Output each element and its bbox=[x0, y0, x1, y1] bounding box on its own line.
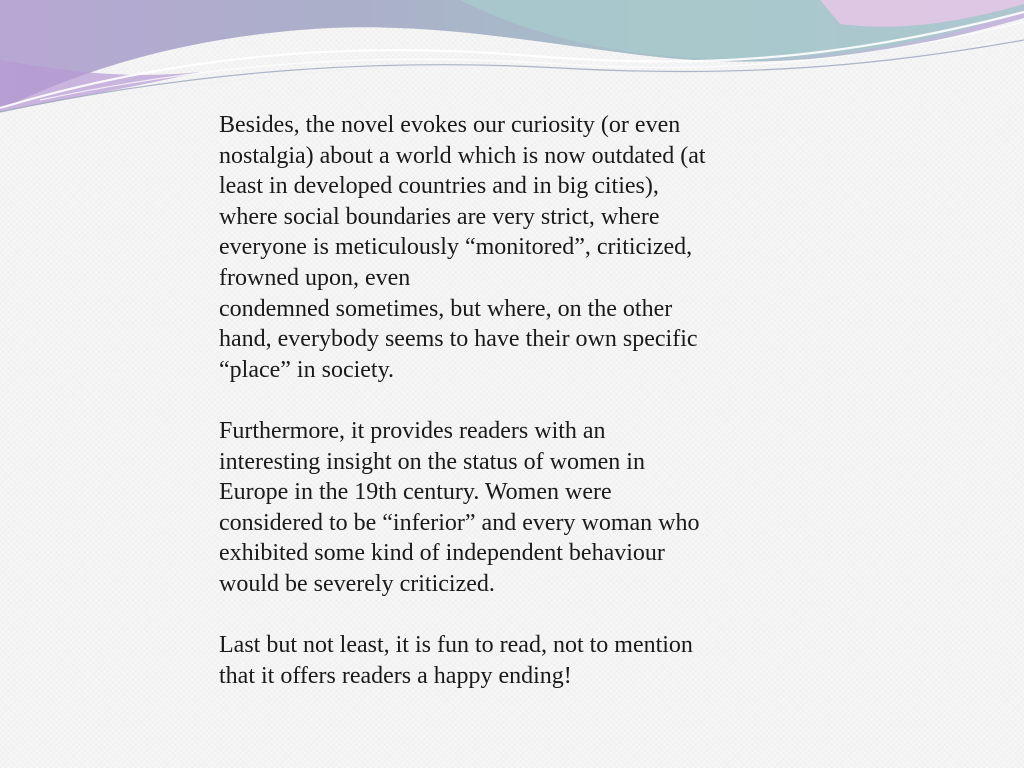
paragraph-women-status: Furthermore, it provides readers with an interesting insight on the status of women in Europe in the 19th century. Women were considered to be “inferior” and every woman who exhibited some kind of independent behaviour would be severely criticized. bbox=[219, 417, 700, 597]
slide-body-text bbox=[219, 110, 789, 691]
paragraph-fun-to-read: Last but not least, it is fun to read, not to mention that it offers readers a happy ending! bbox=[219, 632, 693, 689]
paragraph-curiosity: Besides, the novel evokes our curiosity (or even nostalgia) about a world which is now outdated (at least in developed countries and in big cities), where social boundaries are very strict, where everyone is meticulously “monitored”, criticized, frowned upon, even condemned sometimes, but where, on the other hand, everybody seems to have their own specific “place” in society. bbox=[219, 112, 706, 383]
header-wave-decoration bbox=[0, 0, 1024, 120]
